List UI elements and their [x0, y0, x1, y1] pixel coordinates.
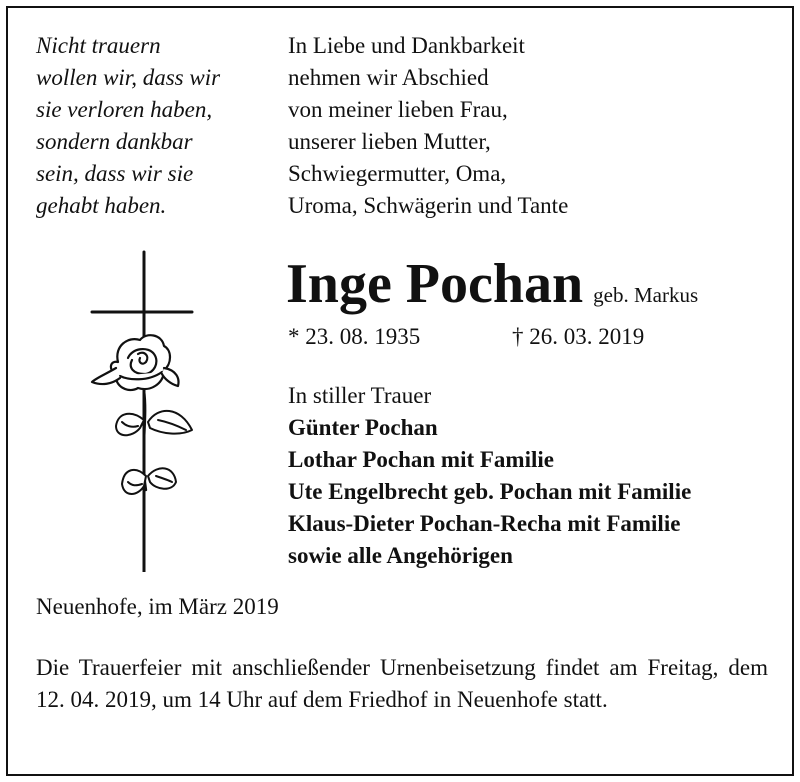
life-dates — [288, 324, 645, 350]
maiden-name: geb. Markus — [593, 283, 699, 307]
poem-line: Nicht trauern — [36, 33, 161, 58]
intro-line: Uroma, Schwägerin und Tante — [288, 193, 569, 218]
mourner-name: sowie alle Angehörigen — [288, 543, 513, 568]
intro-line: Schwiegermutter, Oma, — [288, 161, 507, 186]
poem-line: gehabt haben. — [36, 193, 167, 218]
place-and-date: Neuenhofe, im März 2019 — [36, 594, 279, 619]
intro-line: nehmen wir Abschied — [288, 65, 489, 90]
mourner-name: Klaus-Dieter Pochan-Recha mit Familie — [288, 511, 681, 536]
death-date: † 26. 03. 2019 — [512, 324, 645, 349]
mourner-name: Lothar Pochan mit Familie — [288, 447, 554, 472]
mourner-name: Ute Engelbrecht geb. Pochan mit Familie — [288, 479, 692, 504]
poem-line: wollen wir, dass wir — [36, 65, 221, 90]
poem — [36, 30, 220, 222]
farewell-intro — [288, 30, 568, 222]
mourner-name: Günter Pochan — [288, 415, 438, 440]
birth-date: * 23. 08. 1935 — [288, 324, 421, 349]
mourning-intro: In stiller Trauer — [288, 383, 432, 408]
mourners-list — [288, 380, 691, 572]
deceased-name-line — [286, 252, 698, 316]
poem-line: sondern dankbar — [36, 129, 193, 154]
intro-line: von meiner lieben Frau, — [288, 97, 508, 122]
intro-line: In Liebe und Dankbarkeit — [288, 33, 525, 58]
funeral-service-info: Die Trauerfeier mit anschließender Urnenbeisetzung findet am Freitag, dem 12. 04. 2019, um 14 Uhr auf dem Friedhof in Neuenhofe statt. — [36, 655, 768, 712]
poem-line: sie verloren haben, — [36, 97, 213, 122]
intro-line: unserer lieben Mutter, — [288, 129, 491, 154]
deceased-name: Inge Pochan — [286, 253, 584, 315]
cross-with-rose-icon — [88, 250, 208, 572]
poem-line: sein, dass wir sie — [36, 161, 194, 186]
